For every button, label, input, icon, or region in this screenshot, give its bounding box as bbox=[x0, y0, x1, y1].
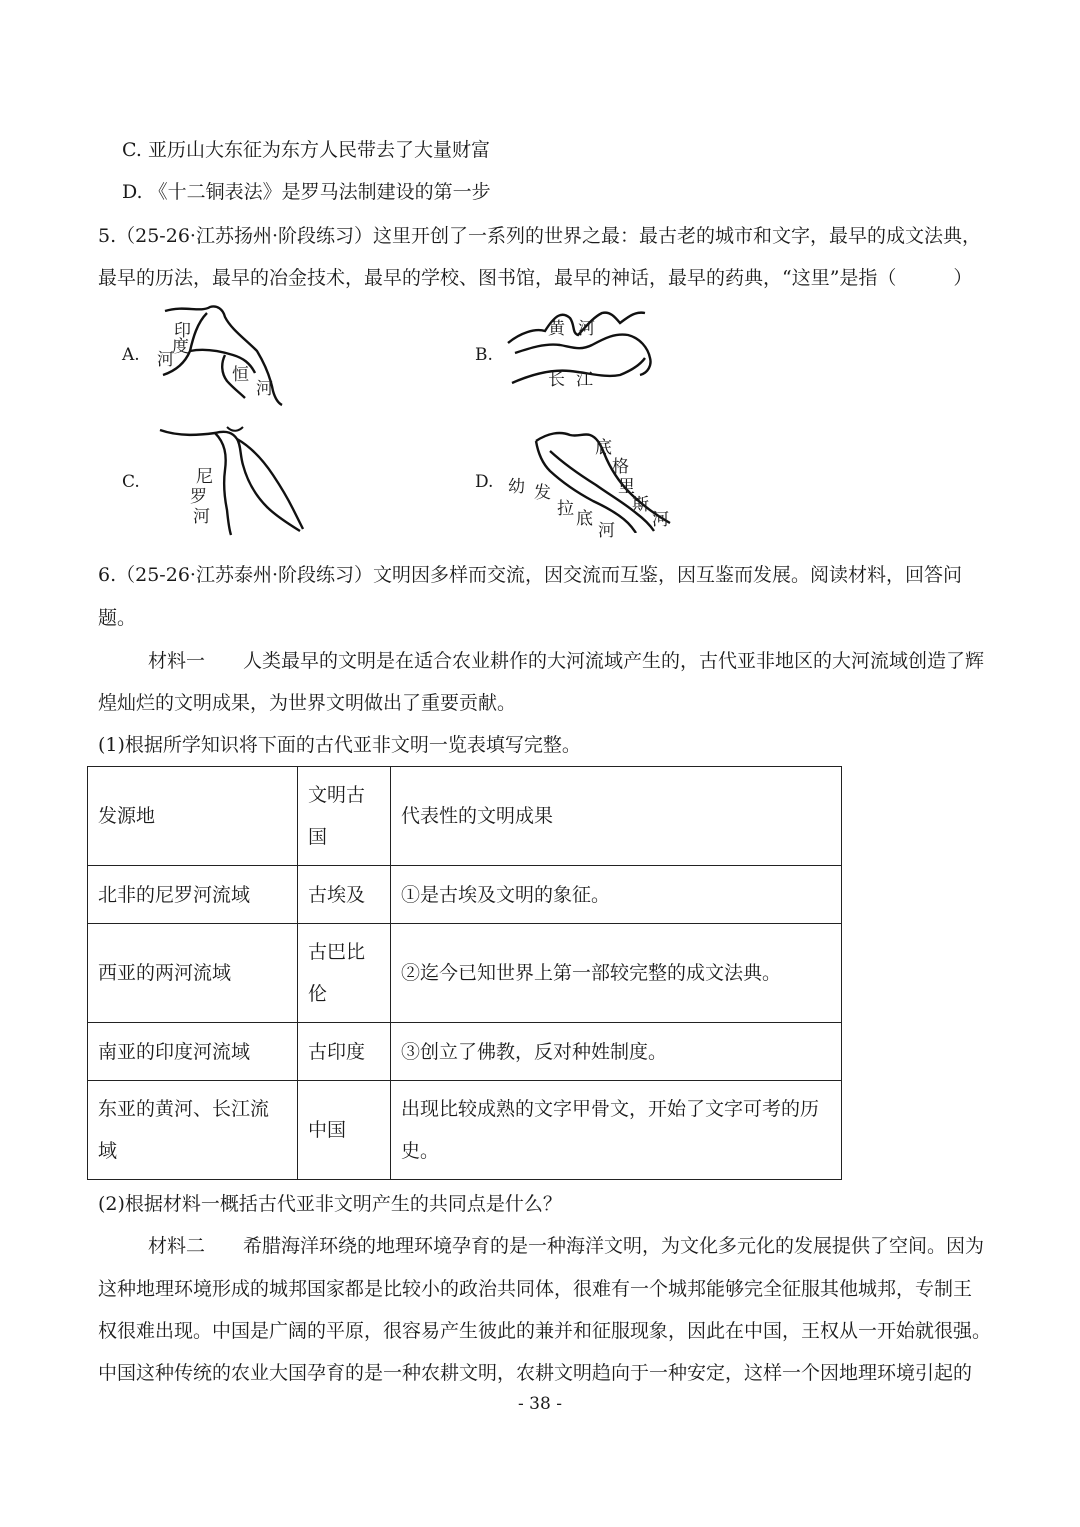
label-b-4: 江 bbox=[576, 370, 593, 390]
cell-origin: 西亚的两河流域 bbox=[88, 924, 298, 1023]
civilization-table bbox=[87, 766, 842, 1180]
page-number: - 38 - bbox=[518, 1394, 562, 1414]
q5-option-c-letter[interactable]: C. bbox=[122, 472, 140, 492]
label-d-9: 底 bbox=[576, 509, 593, 529]
label-b-1: 黄 bbox=[548, 319, 565, 339]
material2-line4: 中国这种传统的农业大国孕育的是一种农耕文明，农耕文明趋向于一种安定，这样一个因地理环境引起的 bbox=[98, 1362, 973, 1384]
label-d-1: 底 bbox=[595, 438, 612, 458]
material2-line3: 权很难出现。中国是广阔的平原，很容易产生彼此的兼并和征服现象，因此在中国，王权从一开始就很强。 bbox=[98, 1320, 992, 1342]
table-row bbox=[88, 866, 842, 924]
q5-option-b-letter[interactable]: B. bbox=[475, 345, 493, 365]
header-origin: 发源地 bbox=[88, 767, 298, 866]
label-b-3: 长 bbox=[548, 370, 565, 390]
table-row bbox=[88, 924, 842, 1023]
label-d-10: 河 bbox=[598, 521, 615, 541]
q5-option-a-letter[interactable]: A. bbox=[122, 345, 140, 365]
table-header-row bbox=[88, 767, 842, 866]
label-d-4: 斯 bbox=[632, 495, 649, 515]
label-d-5: 河 bbox=[652, 510, 669, 530]
label-a-2: 度 bbox=[172, 337, 189, 357]
cell-achievement: ①是古埃及文明的象征。 bbox=[391, 866, 842, 924]
cell-origin: 北非的尼罗河流域 bbox=[88, 866, 298, 924]
table-row bbox=[88, 1081, 842, 1180]
q5-option-d-letter[interactable]: D. bbox=[475, 472, 494, 492]
label-a-3: 河 bbox=[157, 350, 174, 370]
header-civilization: 文明古国 bbox=[298, 767, 391, 866]
q6-sub2: (2)根据材料一概括古代亚非文明产生的共同点是什么？ bbox=[98, 1193, 562, 1215]
label-a-5: 河 bbox=[256, 379, 273, 399]
q4-option-d: D. 《十二铜表法》是罗马法制建设的第一步 bbox=[122, 181, 491, 203]
q6-stem-line2: 题。 bbox=[98, 607, 137, 629]
label-a-4: 恒 bbox=[232, 365, 249, 385]
cell-achievement: ②迄今已知世界上第一部较完整的成文法典。 bbox=[391, 924, 842, 1023]
label-d-7: 发 bbox=[534, 483, 551, 503]
label-c-2: 罗 bbox=[190, 487, 207, 507]
cell-civilization: 古埃及 bbox=[298, 866, 391, 924]
header-achievement: 代表性的文明成果 bbox=[391, 767, 842, 866]
table-row bbox=[88, 1023, 842, 1081]
material1-line2: 煌灿烂的文明成果，为世界文明做出了重要贡献。 bbox=[98, 692, 517, 714]
q5-stem-line2: 最早的历法，最早的冶金技术，最早的学校、图书馆，最早的神话，最早的药典，“这里”是指（ ） bbox=[98, 267, 973, 289]
cell-origin: 南亚的印度河流域 bbox=[88, 1023, 298, 1081]
q6-sub1: (1)根据所学知识将下面的古代亚非文明一览表填写完整。 bbox=[98, 734, 581, 756]
label-d-6: 幼 bbox=[508, 477, 525, 497]
label-b-2: 河 bbox=[578, 319, 595, 339]
material1-line1: 材料一 人类最早的文明是在适合农业耕作的大河流域产生的，古代亚非地区的大河流域创造了辉 bbox=[148, 650, 985, 672]
material2-line1: 材料二 希腊海洋环绕的地理环境孕育的是一种海洋文明，为文化多元化的发展提供了空间。因为 bbox=[148, 1235, 985, 1257]
cell-achievement: ③创立了佛教，反对种姓制度。 bbox=[391, 1023, 842, 1081]
cell-achievement: 出现比较成熟的文字甲骨文，开始了文字可考的历史。 bbox=[391, 1081, 842, 1180]
q5-stem-line1: 5.（25-26·江苏扬州·阶段练习）这里开创了一系列的世界之最：最古老的城市和文字，最早的成文法典， bbox=[98, 225, 981, 247]
q4-option-c: C. 亚历山大东征为东方人民带去了大量财富 bbox=[122, 139, 490, 161]
cell-civilization: 古巴比伦 bbox=[298, 924, 391, 1023]
label-a-1: 印 bbox=[174, 321, 191, 341]
q6-stem-line1: 6.（25-26·江苏泰州·阶段练习）文明因多样而交流，因交流而互鉴，因互鉴而发展。阅读材料，回答问 bbox=[98, 564, 962, 586]
label-d-2: 格 bbox=[612, 457, 629, 477]
cell-origin: 东亚的黄河、长江流域 bbox=[88, 1081, 298, 1180]
label-d-8: 拉 bbox=[557, 499, 574, 519]
label-c-1: 尼 bbox=[196, 467, 213, 487]
label-d-3: 里 bbox=[618, 477, 635, 497]
material2-line2: 这种地理环境形成的城邦国家都是比较小的政治共同体，很难有一个城邦能够完全征服其他城邦，专制王 bbox=[98, 1278, 973, 1300]
cell-civilization: 古印度 bbox=[298, 1023, 391, 1081]
label-c-3: 河 bbox=[193, 507, 210, 527]
map-nile bbox=[155, 425, 310, 537]
cell-civilization: 中国 bbox=[298, 1081, 391, 1180]
